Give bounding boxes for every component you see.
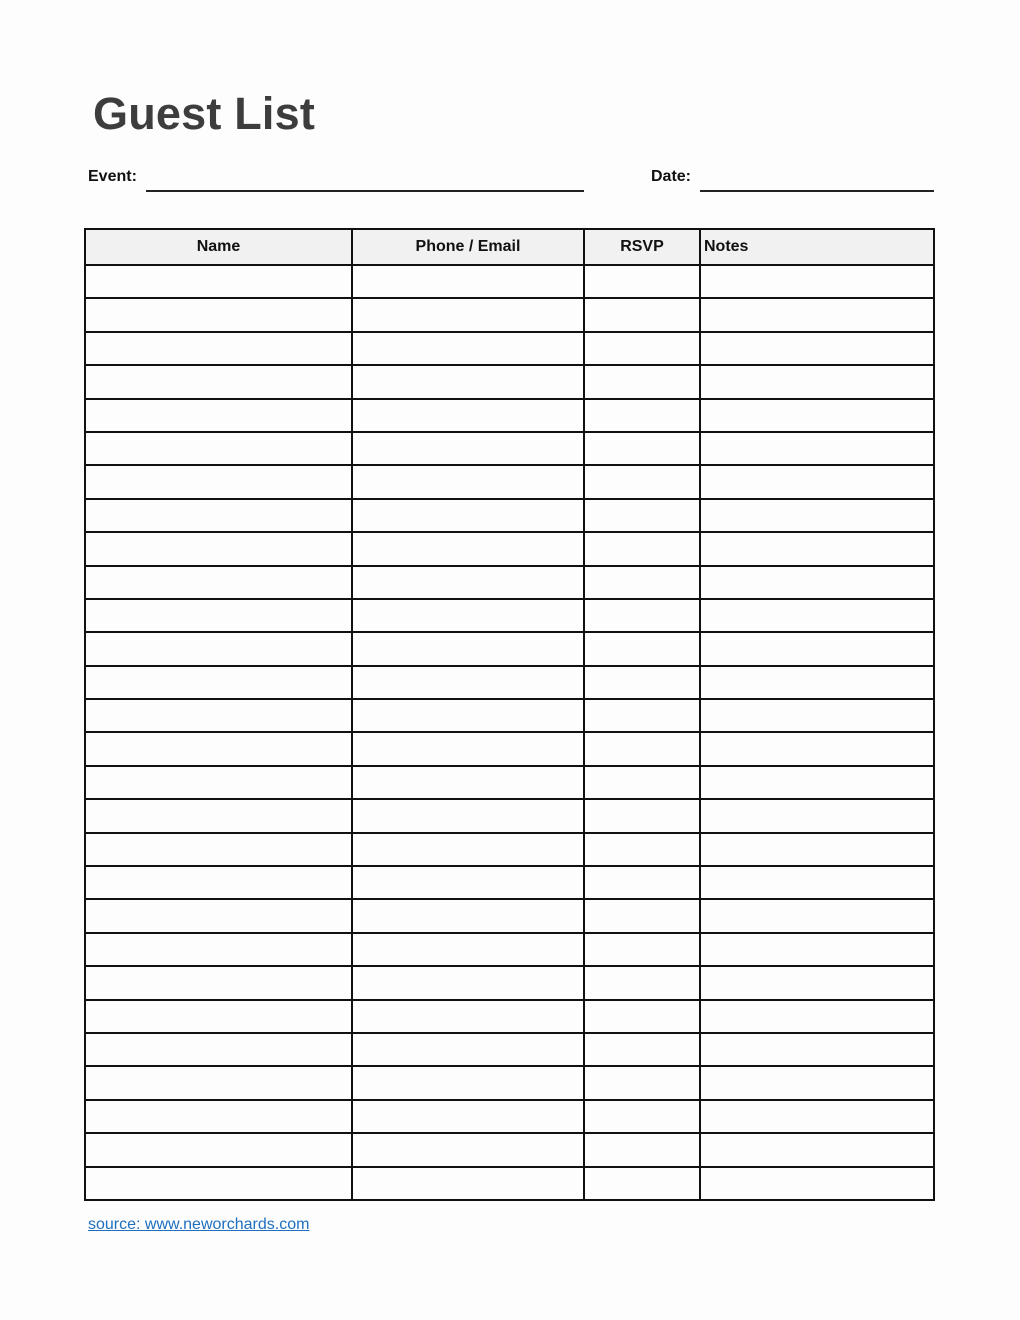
table-row <box>85 1000 934 1033</box>
phone-email-cell[interactable] <box>352 399 584 432</box>
page-title: Guest List <box>93 88 316 139</box>
notes-cell[interactable] <box>700 1000 934 1033</box>
rsvp-cell[interactable] <box>584 399 700 432</box>
phone-email-cell[interactable] <box>352 1133 584 1166</box>
rsvp-cell[interactable] <box>584 966 700 999</box>
name-cell[interactable] <box>85 699 352 732</box>
notes-cell[interactable] <box>700 298 934 331</box>
phone-email-cell[interactable] <box>352 532 584 565</box>
rsvp-cell[interactable] <box>584 799 700 832</box>
table-header-row <box>85 229 934 265</box>
table-row <box>85 1100 934 1133</box>
phone-email-cell[interactable] <box>352 766 584 799</box>
notes-cell[interactable] <box>700 666 934 699</box>
source-link[interactable]: source: www.neworchards.com <box>88 1216 310 1233</box>
rsvp-cell[interactable] <box>584 532 700 565</box>
table-row <box>85 499 934 532</box>
phone-email-cell[interactable] <box>352 899 584 932</box>
name-cell[interactable] <box>85 566 352 599</box>
table-row <box>85 933 934 966</box>
name-cell[interactable] <box>85 265 352 298</box>
name-cell[interactable] <box>85 432 352 465</box>
date-label: Date: <box>651 168 692 185</box>
phone-email-cell[interactable] <box>352 599 584 632</box>
table-row <box>85 365 934 398</box>
table-row <box>85 566 934 599</box>
notes-cell[interactable] <box>700 599 934 632</box>
rsvp-cell[interactable] <box>584 933 700 966</box>
table-row <box>85 732 934 765</box>
rsvp-cell[interactable] <box>584 1033 700 1066</box>
name-cell[interactable] <box>85 599 352 632</box>
table-row <box>85 833 934 866</box>
table-row <box>85 766 934 799</box>
table-row <box>85 298 934 331</box>
notes-cell[interactable] <box>700 899 934 932</box>
phone-email-cell[interactable] <box>352 966 584 999</box>
notes-cell[interactable] <box>700 1133 934 1166</box>
name-cell[interactable] <box>85 966 352 999</box>
table-row <box>85 966 934 999</box>
table-row <box>85 866 934 899</box>
phone-email-cell[interactable] <box>352 1033 584 1066</box>
column-header-phone-email: Phone / Email <box>352 229 584 265</box>
phone-email-cell[interactable] <box>352 332 584 365</box>
guest-table <box>84 228 935 1201</box>
notes-cell[interactable] <box>700 632 934 665</box>
phone-email-cell[interactable] <box>352 432 584 465</box>
table-row <box>85 432 934 465</box>
table-row <box>85 899 934 932</box>
phone-email-cell[interactable] <box>352 1066 584 1099</box>
rsvp-cell[interactable] <box>584 766 700 799</box>
table-row <box>85 1066 934 1099</box>
name-cell[interactable] <box>85 799 352 832</box>
rsvp-cell[interactable] <box>584 465 700 498</box>
table-row <box>85 599 934 632</box>
notes-cell[interactable] <box>700 432 934 465</box>
notes-cell[interactable] <box>700 866 934 899</box>
rsvp-cell[interactable] <box>584 1000 700 1033</box>
rsvp-cell[interactable] <box>584 866 700 899</box>
column-header-name: Name <box>85 229 352 265</box>
phone-email-cell[interactable] <box>352 632 584 665</box>
rsvp-cell[interactable] <box>584 666 700 699</box>
table-row <box>85 465 934 498</box>
name-cell[interactable] <box>85 1100 352 1133</box>
phone-email-cell[interactable] <box>352 933 584 966</box>
rsvp-cell[interactable] <box>584 632 700 665</box>
notes-cell[interactable] <box>700 699 934 732</box>
rsvp-cell[interactable] <box>584 265 700 298</box>
notes-cell[interactable] <box>700 532 934 565</box>
notes-cell[interactable] <box>700 332 934 365</box>
notes-cell[interactable] <box>700 966 934 999</box>
name-cell[interactable] <box>85 833 352 866</box>
name-cell[interactable] <box>85 465 352 498</box>
name-cell[interactable] <box>85 1167 352 1200</box>
rsvp-cell[interactable] <box>584 1100 700 1133</box>
event-label: Event: <box>88 168 137 185</box>
name-cell[interactable] <box>85 532 352 565</box>
rsvp-cell[interactable] <box>584 566 700 599</box>
phone-email-cell[interactable] <box>352 465 584 498</box>
table-row <box>85 799 934 832</box>
guest-rows <box>85 265 934 1200</box>
rsvp-cell[interactable] <box>584 298 700 331</box>
rsvp-cell[interactable] <box>584 599 700 632</box>
table-row <box>85 399 934 432</box>
name-cell[interactable] <box>85 666 352 699</box>
phone-email-cell[interactable] <box>352 298 584 331</box>
notes-cell[interactable] <box>700 365 934 398</box>
phone-email-cell[interactable] <box>352 1167 584 1200</box>
table-row <box>85 1133 934 1166</box>
column-header-notes: Notes <box>700 229 934 265</box>
event-field[interactable] <box>146 190 584 192</box>
table-row <box>85 265 934 298</box>
name-cell[interactable] <box>85 298 352 331</box>
rsvp-cell[interactable] <box>584 1066 700 1099</box>
rsvp-cell[interactable] <box>584 499 700 532</box>
phone-email-cell[interactable] <box>352 666 584 699</box>
notes-cell[interactable] <box>700 732 934 765</box>
phone-email-cell[interactable] <box>352 265 584 298</box>
notes-cell[interactable] <box>700 799 934 832</box>
notes-cell[interactable] <box>700 1100 934 1133</box>
notes-cell[interactable] <box>700 399 934 432</box>
name-cell[interactable] <box>85 499 352 532</box>
name-cell[interactable] <box>85 1066 352 1099</box>
rsvp-cell[interactable] <box>584 365 700 398</box>
rsvp-cell[interactable] <box>584 432 700 465</box>
table-row <box>85 332 934 365</box>
name-cell[interactable] <box>85 899 352 932</box>
name-cell[interactable] <box>85 365 352 398</box>
phone-email-cell[interactable] <box>352 699 584 732</box>
phone-email-cell[interactable] <box>352 1100 584 1133</box>
notes-cell[interactable] <box>700 766 934 799</box>
rsvp-cell[interactable] <box>584 1167 700 1200</box>
phone-email-cell[interactable] <box>352 833 584 866</box>
name-cell[interactable] <box>85 632 352 665</box>
rsvp-cell[interactable] <box>584 1133 700 1166</box>
rsvp-cell[interactable] <box>584 699 700 732</box>
notes-cell[interactable] <box>700 465 934 498</box>
notes-cell[interactable] <box>700 566 934 599</box>
name-cell[interactable] <box>85 732 352 765</box>
table-row <box>85 1167 934 1200</box>
phone-email-cell[interactable] <box>352 365 584 398</box>
name-cell[interactable] <box>85 1033 352 1066</box>
rsvp-cell[interactable] <box>584 899 700 932</box>
name-cell[interactable] <box>85 933 352 966</box>
name-cell[interactable] <box>85 1133 352 1166</box>
table-row <box>85 632 934 665</box>
name-cell[interactable] <box>85 399 352 432</box>
phone-email-cell[interactable] <box>352 799 584 832</box>
rsvp-cell[interactable] <box>584 833 700 866</box>
notes-cell[interactable] <box>700 1066 934 1099</box>
table-row <box>85 1033 934 1066</box>
phone-email-cell[interactable] <box>352 866 584 899</box>
rsvp-cell[interactable] <box>584 332 700 365</box>
phone-email-cell[interactable] <box>352 566 584 599</box>
date-field[interactable] <box>700 190 934 192</box>
name-cell[interactable] <box>85 766 352 799</box>
name-cell[interactable] <box>85 866 352 899</box>
table-row <box>85 532 934 565</box>
table-row <box>85 699 934 732</box>
notes-cell[interactable] <box>700 933 934 966</box>
table-row <box>85 666 934 699</box>
notes-cell[interactable] <box>700 833 934 866</box>
phone-email-cell[interactable] <box>352 499 584 532</box>
name-cell[interactable] <box>85 332 352 365</box>
phone-email-cell[interactable] <box>352 732 584 765</box>
name-cell[interactable] <box>85 1000 352 1033</box>
phone-email-cell[interactable] <box>352 1000 584 1033</box>
notes-cell[interactable] <box>700 265 934 298</box>
column-header-rsvp: RSVP <box>584 229 700 265</box>
rsvp-cell[interactable] <box>584 732 700 765</box>
notes-cell[interactable] <box>700 499 934 532</box>
notes-cell[interactable] <box>700 1167 934 1200</box>
notes-cell[interactable] <box>700 1033 934 1066</box>
